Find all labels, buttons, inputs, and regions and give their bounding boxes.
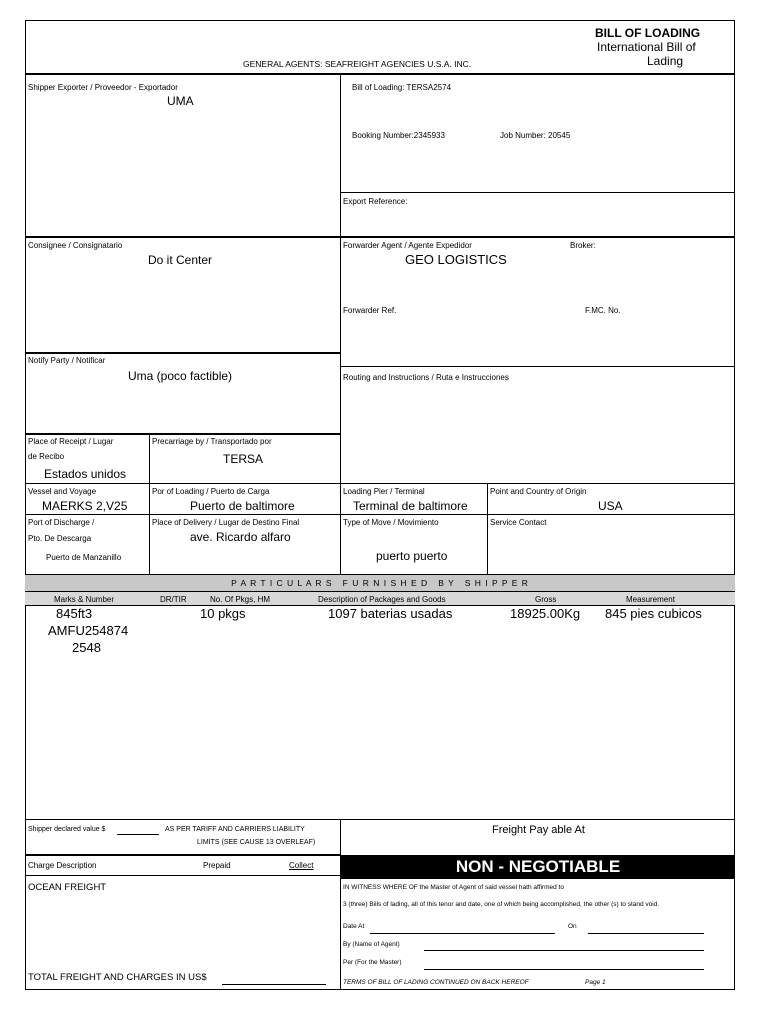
divider [340, 820, 341, 990]
forwarder-value: GEO LOGISTICS [405, 252, 507, 267]
tariff-note-2: LIMITS (SEE CAUSE 13 OVERLEAF) [197, 839, 316, 846]
particulars-banner [25, 574, 735, 592]
pkgs-value: 10 pkgs [200, 606, 246, 621]
loading-pier-label: Loading Pier / Terminal [343, 487, 425, 496]
tariff-note-1: AS PER TARIFF AND CARRIERS LIABILITY [165, 826, 305, 833]
total-freight-label: TOTAL FREIGHT AND CHARGES IN US$ [28, 972, 207, 983]
notify-party-label: Notify Party / Notificar [28, 356, 106, 365]
routing-label: Routing and Instructions / Ruta e Instrucciones [343, 373, 509, 382]
divider [25, 854, 341, 856]
column-measurement: Measurement [626, 595, 675, 604]
column-description: Description of Packages and Goods [318, 595, 446, 604]
ocean-freight-label: OCEAN FREIGHT [28, 882, 107, 893]
per-master-line [424, 969, 704, 970]
divider [25, 875, 341, 876]
per-master-label: Per (For the Master) [343, 959, 402, 966]
on-line [588, 933, 704, 934]
charge-description-label: Charge Description [28, 861, 97, 870]
column-marks: Marks & Number [54, 595, 115, 604]
description-value: 1097 baterias usadas [328, 606, 453, 621]
marks-line-3: 2548 [72, 640, 101, 655]
service-contact-label: Service Contact [490, 518, 547, 527]
by-agent-label: By (Name of Agent) [343, 941, 400, 948]
origin-label: Point and Country of Origin [490, 487, 587, 496]
notify-party-value: Uma (poco factible) [128, 369, 233, 383]
gross-value: 18925.00Kg [510, 606, 581, 621]
shipper-label: Shipper Exporter / Proveedor - Exportador [28, 83, 178, 92]
consignee-value: Do it Center [148, 253, 213, 267]
booking-number: Booking Number:2345933 [352, 131, 445, 140]
document-subtitle-2: Lading [647, 54, 684, 68]
marks-line-2: AMFU254874 [48, 623, 129, 638]
shipper-declared-value-label: Shipper declared value $ [28, 826, 106, 833]
divider [25, 514, 735, 515]
divider [25, 433, 341, 435]
column-drtir: DR/TIR [160, 595, 187, 604]
non-negotiable-banner [341, 855, 735, 879]
place-of-receipt-label-2: de Recibo [28, 452, 65, 461]
divider [25, 819, 735, 820]
general-agents: GENERAL AGENTS: SEAFREIGHT AGENCIES U.S.A. INC. [243, 59, 472, 69]
port-of-discharge-label: Port of Discharge / [28, 518, 95, 527]
divider [487, 484, 488, 574]
divider [25, 352, 341, 354]
witness-line-1: IN WITNESS WHERE OF the Master of Agent of said vessel hath affirmed to [343, 884, 564, 891]
port-of-discharge-value: Puerto de Manzanillo [46, 553, 122, 562]
measurement-value: 845 pies cubicos [605, 606, 702, 621]
divider [340, 366, 735, 367]
total-freight-line [222, 984, 326, 985]
document-title: BILL OF LOADING [595, 26, 701, 40]
precarriage-value: TERSA [223, 452, 264, 466]
shipper-value: UMA [167, 94, 194, 108]
collect-label: Collect [289, 861, 314, 870]
terms-note: TERMS OF BILL OF LADING CONTINUED ON BACK HEREOF [343, 979, 529, 986]
on-label: On [568, 923, 577, 930]
port-of-loading-value: Puerto de baltimore [190, 499, 295, 513]
witness-line-2: 3 (three) Bills of lading, all of this tenor and date, one of which being accomplished, the other (s) to stand void. [343, 901, 660, 908]
job-number: Job Number: 20545 [500, 131, 571, 140]
forwarder-label: Forwarder Agent / Agente Expedidor [343, 241, 472, 250]
loading-pier-value: Terminal de baltimore [353, 499, 468, 513]
divider [25, 73, 735, 75]
divider [340, 192, 735, 193]
export-reference-label: Export Reference: [343, 197, 408, 206]
precarriage-label: Precarriage by / Transportado por [152, 437, 272, 446]
origin-value: USA [598, 499, 623, 513]
port-of-loading-label: Por of Loading / Puerto de Carga [152, 487, 270, 496]
divider [25, 483, 735, 484]
place-of-delivery-value: ave. Ricardo alfaro [190, 530, 291, 544]
vessel-value: MAERKS 2,V25 [42, 499, 128, 513]
freight-payable-label: Freight Pay able At [492, 824, 585, 836]
broker-label: Broker: [570, 241, 596, 250]
date-at-label: Date At [343, 923, 365, 930]
vessel-label: Vessel and Voyage [28, 487, 97, 496]
non-negotiable-text: NON - NEGOTIABLE [455, 857, 621, 876]
prepaid-label: Prepaid [203, 861, 231, 870]
port-of-discharge-label-2: Pto. De Descarga [28, 534, 92, 543]
column-gross: Gross [535, 595, 557, 604]
type-of-move-label: Type of Move / Movimiento [343, 518, 439, 527]
column-pkgs: No. Of Pkgs, HM [210, 595, 271, 604]
divider [25, 236, 735, 238]
consignee-label: Consignee / Consignatario [28, 241, 123, 250]
particulars-banner-text: P A R T I C U L A R S F U R N I S H E D B Y S H I P P E R [231, 578, 529, 588]
date-at-line [370, 933, 555, 934]
document-subtitle: International Bill of [597, 40, 696, 54]
place-of-receipt-value: Estados unidos [44, 467, 127, 481]
forwarder-ref-label: Forwarder Ref. [343, 306, 397, 315]
place-of-delivery-label: Place of Delivery / Lugar de Destino Final [152, 518, 300, 527]
fmc-number-label: F.MC. No. [585, 306, 621, 315]
page-number: Page 1 [585, 979, 606, 986]
place-of-receipt-label: Place of Receipt / Lugar [28, 437, 114, 446]
divider [340, 74, 341, 594]
type-of-move-value: puerto puerto [376, 549, 448, 563]
marks-line-1: 845ft3 [56, 606, 93, 621]
bill-of-loading-number: Bill of Loading: TERSA2574 [352, 83, 452, 92]
declared-value-line [117, 834, 159, 835]
by-agent-line [424, 950, 704, 951]
